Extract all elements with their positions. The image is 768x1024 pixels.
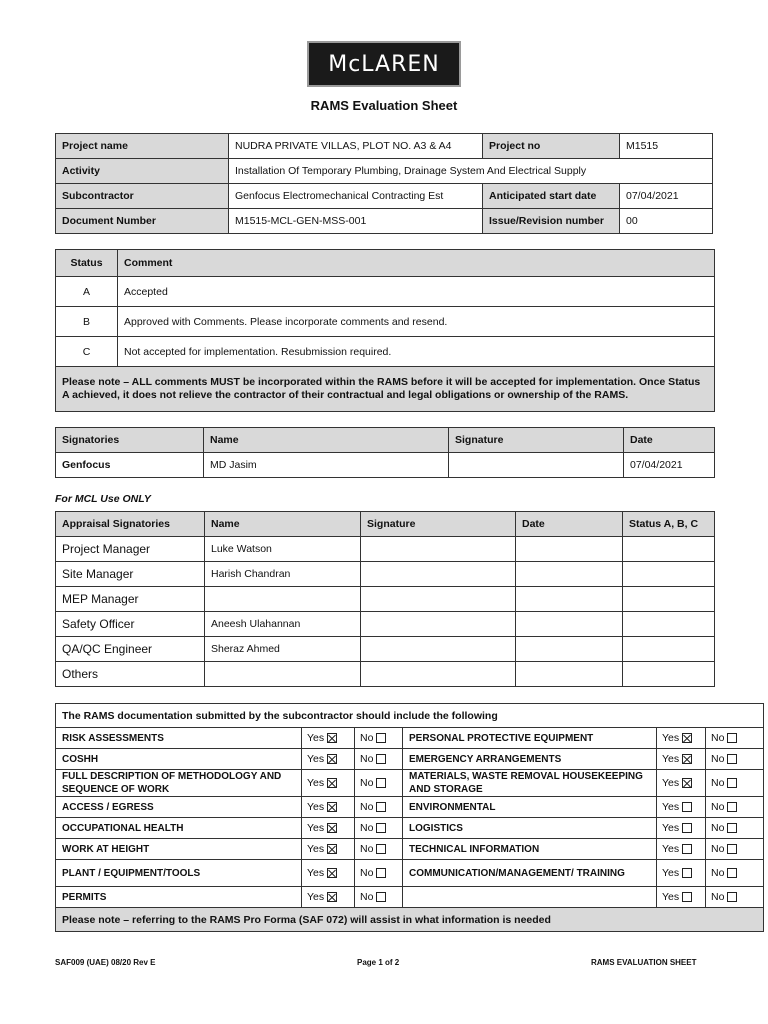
checklist-yes-cell[interactable] <box>657 839 706 860</box>
checklist-yes-cell[interactable] <box>657 749 706 770</box>
no-label: No <box>360 843 374 855</box>
no-label: No <box>711 891 725 903</box>
no-label: No <box>711 867 725 879</box>
checklist-item-label: PERSONAL PROTECTIVE EQUIPMENT <box>403 728 657 749</box>
checked-checkbox-icon[interactable] <box>682 733 692 743</box>
checkbox-icon[interactable] <box>682 844 692 854</box>
checklist-no-cell[interactable] <box>355 839 403 860</box>
yes-label: Yes <box>662 732 680 744</box>
appraisal-signature[interactable] <box>361 662 516 687</box>
checkbox-icon[interactable] <box>727 802 737 812</box>
footer-page-number: Page 1 of 2 <box>357 958 400 967</box>
status-code: B <box>56 307 118 337</box>
checklist-row <box>56 860 764 887</box>
appraisal-role: Others <box>56 662 205 687</box>
status-comment: Accepted <box>118 277 715 307</box>
status-abc-header: Status A, B, C <box>623 512 715 537</box>
start-date-value[interactable]: 07/04/2021 <box>620 184 713 209</box>
checklist-no-cell[interactable] <box>706 797 764 818</box>
date-header: Date <box>516 512 623 537</box>
checklist-yes-cell[interactable] <box>657 770 706 797</box>
appraisal-signature[interactable] <box>361 562 516 587</box>
checklist-no-cell[interactable] <box>706 839 764 860</box>
checked-checkbox-icon[interactable] <box>327 868 337 878</box>
no-label: No <box>360 801 374 813</box>
appraisal-status[interactable] <box>623 537 715 562</box>
checklist-note: Please note – referring to the RAMS Pro Forma (SAF 072) will assist in what information is needed <box>56 908 764 932</box>
checklist-item-label: LOGISTICS <box>403 818 657 839</box>
checkbox-icon[interactable] <box>376 754 386 764</box>
appraisal-status[interactable] <box>623 637 715 662</box>
yes-label: Yes <box>662 753 680 765</box>
mcl-use-only-label: For MCL Use ONLY <box>55 493 151 505</box>
checklist-row <box>56 839 764 860</box>
appraisal-status[interactable] <box>623 612 715 637</box>
document-number-label: Document Number <box>56 209 229 234</box>
checked-checkbox-icon[interactable] <box>327 823 337 833</box>
date-header: Date <box>624 428 715 453</box>
project-no-label: Project no <box>483 134 620 159</box>
checkbox-icon[interactable] <box>727 754 737 764</box>
appraisal-date[interactable] <box>516 537 623 562</box>
checklist-yes-cell[interactable] <box>302 749 355 770</box>
no-label: No <box>711 843 725 855</box>
yes-label: Yes <box>662 891 680 903</box>
document-number-value[interactable]: M1515-MCL-GEN-MSS-001 <box>229 209 483 234</box>
checklist-item-label: COSHH <box>56 749 302 770</box>
yes-label: Yes <box>307 891 325 903</box>
signatories-header: Signatories <box>56 428 204 453</box>
revision-label: Issue/Revision number <box>483 209 620 234</box>
no-label: No <box>360 822 374 834</box>
signatory-party: Genfocus <box>56 453 204 478</box>
checklist-item-label: TECHNICAL INFORMATION <box>403 839 657 860</box>
checkbox-icon[interactable] <box>727 892 737 902</box>
no-label: No <box>360 732 374 744</box>
checklist-row <box>56 728 764 749</box>
checked-checkbox-icon[interactable] <box>327 802 337 812</box>
yes-label: Yes <box>307 753 325 765</box>
no-label: No <box>711 822 725 834</box>
activity-label: Activity <box>56 159 229 184</box>
appraisal-signature[interactable] <box>361 612 516 637</box>
checkbox-icon[interactable] <box>376 802 386 812</box>
checkbox-icon[interactable] <box>727 844 737 854</box>
appraisal-signature[interactable] <box>361 637 516 662</box>
signatory-signature[interactable] <box>449 453 624 478</box>
no-label: No <box>360 867 374 879</box>
checklist-no-cell[interactable] <box>706 770 764 797</box>
checklist-item-label: RISK ASSESSMENTS <box>56 728 302 749</box>
appraisal-role: Project Manager <box>56 537 205 562</box>
checklist-no-cell[interactable] <box>355 860 403 887</box>
checklist-no-cell[interactable] <box>355 818 403 839</box>
status-code: A <box>56 277 118 307</box>
name-header: Name <box>205 512 361 537</box>
no-label: No <box>360 753 374 765</box>
checklist-yes-cell[interactable] <box>302 887 355 908</box>
yes-label: Yes <box>662 843 680 855</box>
logo-text: McLAREN <box>328 51 440 77</box>
checklist-yes-cell[interactable] <box>302 860 355 887</box>
no-label: No <box>360 777 374 789</box>
yes-label: Yes <box>307 867 325 879</box>
start-date-label: Anticipated start date <box>483 184 620 209</box>
checked-checkbox-icon[interactable] <box>327 892 337 902</box>
checklist-item-label: ENVIRONMENTAL <box>403 797 657 818</box>
checklist-no-cell[interactable] <box>355 797 403 818</box>
appraisal-date[interactable] <box>516 637 623 662</box>
signature-header: Signature <box>449 428 624 453</box>
checklist-no-cell[interactable] <box>706 860 764 887</box>
checklist-item-label: MATERIALS, WASTE REMOVAL HOUSEKEEPING AND STORAGE <box>403 770 657 797</box>
checklist-item-label: FULL DESCRIPTION OF METHODOLOGY AND SEQUENCE OF WORK <box>56 770 302 797</box>
table-row <box>56 637 715 662</box>
table-row <box>56 612 715 637</box>
checkbox-icon[interactable] <box>376 868 386 878</box>
status-note: Please note – ALL comments MUST be incorporated within the RAMS before it will be accepted for implementation. Once Status A achieved, it does not relieve the contractor of their contractual and legal obligations or ownership of the RAMS. <box>56 367 715 412</box>
checkbox-icon[interactable] <box>682 823 692 833</box>
checked-checkbox-icon[interactable] <box>682 754 692 764</box>
project-name-label: Project name <box>56 134 229 159</box>
checklist-yes-cell[interactable] <box>302 839 355 860</box>
checklist-item-label: EMERGENCY ARRANGEMENTS <box>403 749 657 770</box>
checklist-yes-cell[interactable] <box>657 860 706 887</box>
yes-label: Yes <box>662 867 680 879</box>
appraisal-status[interactable] <box>623 662 715 687</box>
checklist-yes-cell[interactable] <box>657 887 706 908</box>
no-label: No <box>711 732 725 744</box>
checklist-no-cell[interactable] <box>706 728 764 749</box>
checklist-no-cell[interactable] <box>706 887 764 908</box>
page-title: RAMS Evaluation Sheet <box>310 98 458 113</box>
subcontractor-value[interactable]: Genfocus Electromechanical Contracting Est <box>229 184 483 209</box>
checked-checkbox-icon[interactable] <box>682 778 692 788</box>
appraisal-name[interactable] <box>205 587 361 612</box>
name-header: Name <box>204 428 449 453</box>
checklist-yes-cell[interactable] <box>302 770 355 797</box>
status-code: C <box>56 337 118 367</box>
yes-label: Yes <box>662 822 680 834</box>
checklist-item-label: WORK AT HEIGHT <box>56 839 302 860</box>
checkbox-icon[interactable] <box>682 892 692 902</box>
no-label: No <box>360 891 374 903</box>
footer-sheet-title: RAMS EVALUATION SHEET <box>591 958 697 967</box>
revision-value[interactable]: 00 <box>620 209 713 234</box>
comment-header: Comment <box>118 250 715 277</box>
appraisal-date[interactable] <box>516 562 623 587</box>
table-row <box>56 662 715 687</box>
appraisal-name[interactable]: Luke Watson <box>205 537 361 562</box>
appraisal-role: MEP Manager <box>56 587 205 612</box>
mclaren-logo <box>307 41 461 87</box>
table-row <box>56 562 715 587</box>
checklist-no-cell[interactable] <box>355 749 403 770</box>
appraisal-signatories-header: Appraisal Signatories <box>56 512 205 537</box>
appraisal-signature[interactable] <box>361 587 516 612</box>
checkbox-icon[interactable] <box>727 733 737 743</box>
project-no-value[interactable]: M1515 <box>620 134 713 159</box>
checklist-item-label: COMMUNICATION/MANAGEMENT/ TRAINING <box>403 860 657 887</box>
appraisal-role: Safety Officer <box>56 612 205 637</box>
appraisal-role: QA/QC Engineer <box>56 637 205 662</box>
checklist-no-cell[interactable] <box>355 770 403 797</box>
no-label: No <box>711 801 725 813</box>
appraisal-date[interactable] <box>516 662 623 687</box>
checked-checkbox-icon[interactable] <box>327 754 337 764</box>
appraisal-role: Site Manager <box>56 562 205 587</box>
checklist-yes-cell[interactable] <box>657 728 706 749</box>
yes-label: Yes <box>307 801 325 813</box>
checked-checkbox-icon[interactable] <box>327 844 337 854</box>
rams-checklist-table <box>55 703 764 932</box>
status-comment: Approved with Comments. Please incorporate comments and resend. <box>118 307 715 337</box>
activity-value[interactable]: Installation Of Temporary Plumbing, Drainage System And Electrical Supply <box>229 159 713 184</box>
appraisal-signature[interactable] <box>361 537 516 562</box>
yes-label: Yes <box>307 732 325 744</box>
appraisal-name[interactable] <box>205 662 361 687</box>
checklist-yes-cell[interactable] <box>302 728 355 749</box>
checklist-yes-cell[interactable] <box>302 818 355 839</box>
signature-header: Signature <box>361 512 516 537</box>
signatory-date[interactable]: 07/04/2021 <box>624 453 715 478</box>
checklist-no-cell[interactable] <box>355 887 403 908</box>
no-label: No <box>711 777 725 789</box>
appraisal-status[interactable] <box>623 562 715 587</box>
appraisal-table <box>55 511 715 687</box>
yes-label: Yes <box>307 843 325 855</box>
checklist-yes-cell[interactable] <box>302 797 355 818</box>
yes-label: Yes <box>307 777 325 789</box>
checked-checkbox-icon[interactable] <box>327 778 337 788</box>
table-row <box>56 537 715 562</box>
checklist-row <box>56 749 764 770</box>
checkbox-icon[interactable] <box>376 733 386 743</box>
subcontractor-label: Subcontractor <box>56 184 229 209</box>
footer-form-code: SAF009 (UAE) 08/20 Rev E <box>55 958 156 967</box>
checklist-item-label <box>403 887 657 908</box>
checklist-heading: The RAMS documentation submitted by the subcontractor should include the following <box>56 704 764 728</box>
checkbox-icon[interactable] <box>376 778 386 788</box>
checklist-item-label: ACCESS / EGRESS <box>56 797 302 818</box>
checklist-no-cell[interactable] <box>355 728 403 749</box>
checklist-row <box>56 887 764 908</box>
checkbox-icon[interactable] <box>376 892 386 902</box>
checkbox-icon[interactable] <box>376 844 386 854</box>
no-label: No <box>711 753 725 765</box>
yes-label: Yes <box>662 801 680 813</box>
checkbox-icon[interactable] <box>727 778 737 788</box>
checklist-no-cell[interactable] <box>706 818 764 839</box>
table-row <box>56 587 715 612</box>
appraisal-status[interactable] <box>623 587 715 612</box>
status-header: Status <box>56 250 118 277</box>
checklist-row <box>56 770 764 797</box>
appraisal-name[interactable]: Aneesh Ulahannan <box>205 612 361 637</box>
project-info-table <box>55 133 713 234</box>
status-comment: Not accepted for implementation. Resubmission required. <box>118 337 715 367</box>
project-name-value[interactable]: NUDRA PRIVATE VILLAS, PLOT NO. A3 & A4 <box>229 134 483 159</box>
appraisal-date[interactable] <box>516 612 623 637</box>
signatory-name[interactable]: MD Jasim <box>204 453 449 478</box>
checkbox-icon[interactable] <box>376 823 386 833</box>
status-table <box>55 249 715 412</box>
checked-checkbox-icon[interactable] <box>327 733 337 743</box>
yes-label: Yes <box>662 777 680 789</box>
checklist-item-label: PERMITS <box>56 887 302 908</box>
checklist-yes-cell[interactable] <box>657 818 706 839</box>
appraisal-name[interactable]: Sheraz Ahmed <box>205 637 361 662</box>
appraisal-name[interactable]: Harish Chandran <box>205 562 361 587</box>
signatories-table <box>55 427 715 478</box>
checklist-row <box>56 818 764 839</box>
checkbox-icon[interactable] <box>682 868 692 878</box>
yes-label: Yes <box>307 822 325 834</box>
checkbox-icon[interactable] <box>682 802 692 812</box>
checklist-yes-cell[interactable] <box>657 797 706 818</box>
checkbox-icon[interactable] <box>727 823 737 833</box>
checklist-item-label: PLANT / EQUIPMENT/TOOLS <box>56 860 302 887</box>
checklist-item-label: OCCUPATIONAL HEALTH <box>56 818 302 839</box>
checklist-row <box>56 797 764 818</box>
checkbox-icon[interactable] <box>727 868 737 878</box>
appraisal-date[interactable] <box>516 587 623 612</box>
table-row <box>56 453 715 478</box>
checklist-no-cell[interactable] <box>706 749 764 770</box>
